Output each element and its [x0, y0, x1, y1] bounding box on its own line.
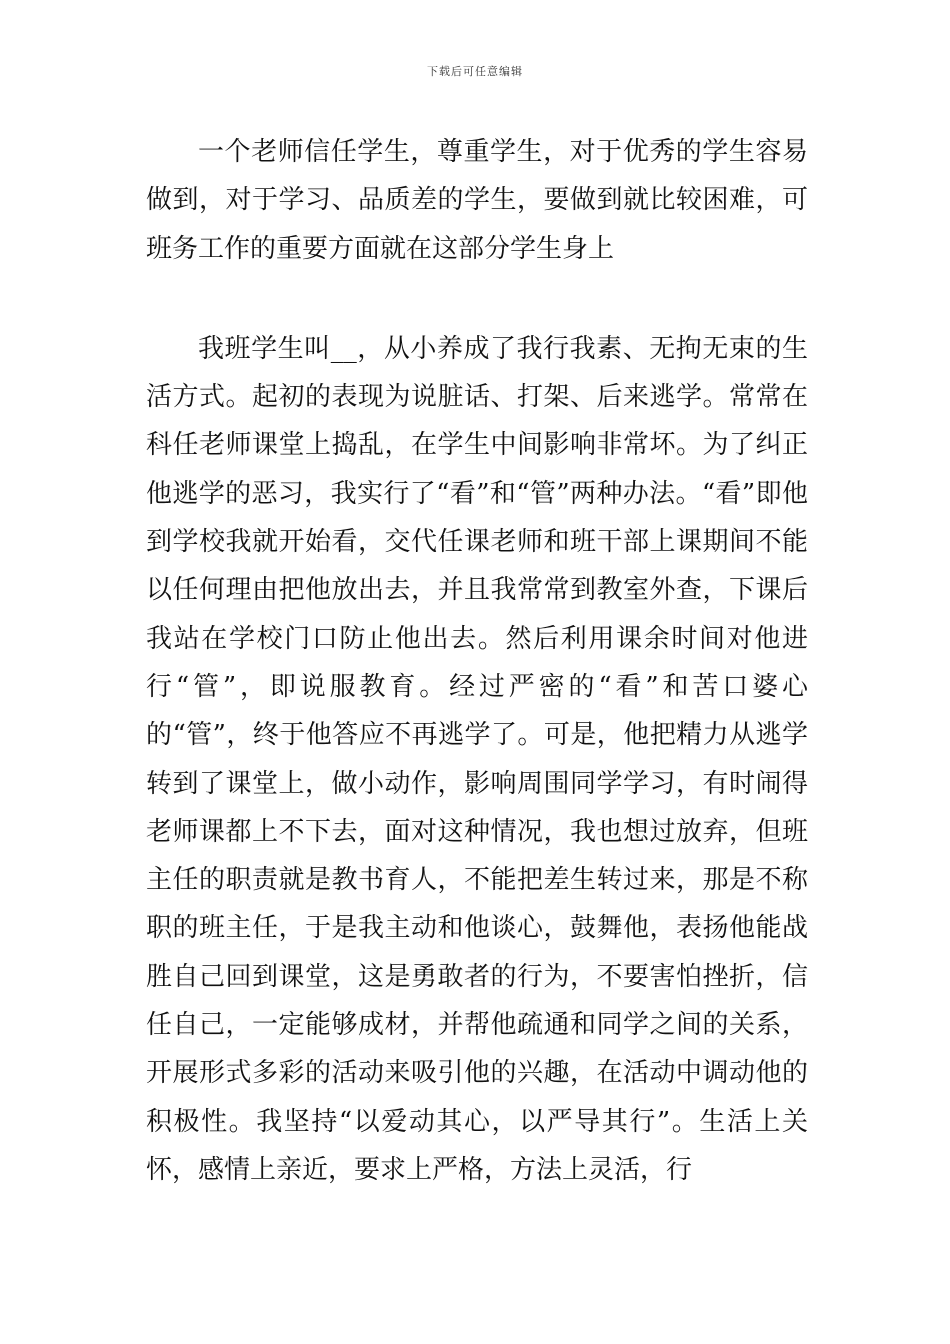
document-body — [146, 128, 808, 1194]
paragraph-2: 我班学生叫__，从小养成了我行我素、无拘无束的生活方式。起初的表现为说脏话、打架、后来逃学。常常在科任老师课堂上捣乱，在学生中间影响非常坏。为了纠正他逃学的恶习，我实行了“看”和“管”两种办法。“看”即他到学校我就开始看，交代任课老师和班干部上课期间不能以任何理由把他放出去，并且我常常到教室外查，下课后我站在学校门口防止他出去。然后利用课余时间对他进行“管”，即说服教育。经过严密的“看”和苦口婆心的“管”，终于他答应不再逃学了。可是，他把精力从逃学转到了课堂上，做小动作，影响周围同学学习，有时闹得老师课都上不下去，面对这种情况，我也想过放弃，但班主任的职责就是教书育人，不能把差生转过来，那是不称职的班主任，于是我主动和他谈心，鼓舞他，表扬他能战胜自己回到课堂，这是勇敢者的行为，不要害怕挫折，信任自己，一定能够成材，并帮他疏通和同学之间的关系，开展形式多彩的活动来吸引他的兴趣，在活动中调动他的积极性。我坚持“以爱动其心，以严导其行”。生活上关怀，感情上亲近，要求上严格，方法上灵活，行 — [146, 333, 808, 1185]
paragraph-1: 一个老师信任学生，尊重学生，对于优秀的学生容易做到，对于学习、品质差的学生，要做到就比较困难，可班务工作的重要方面就在这部分学生身上 — [146, 137, 808, 264]
page-header: 下载后可任意编辑 — [427, 65, 523, 78]
